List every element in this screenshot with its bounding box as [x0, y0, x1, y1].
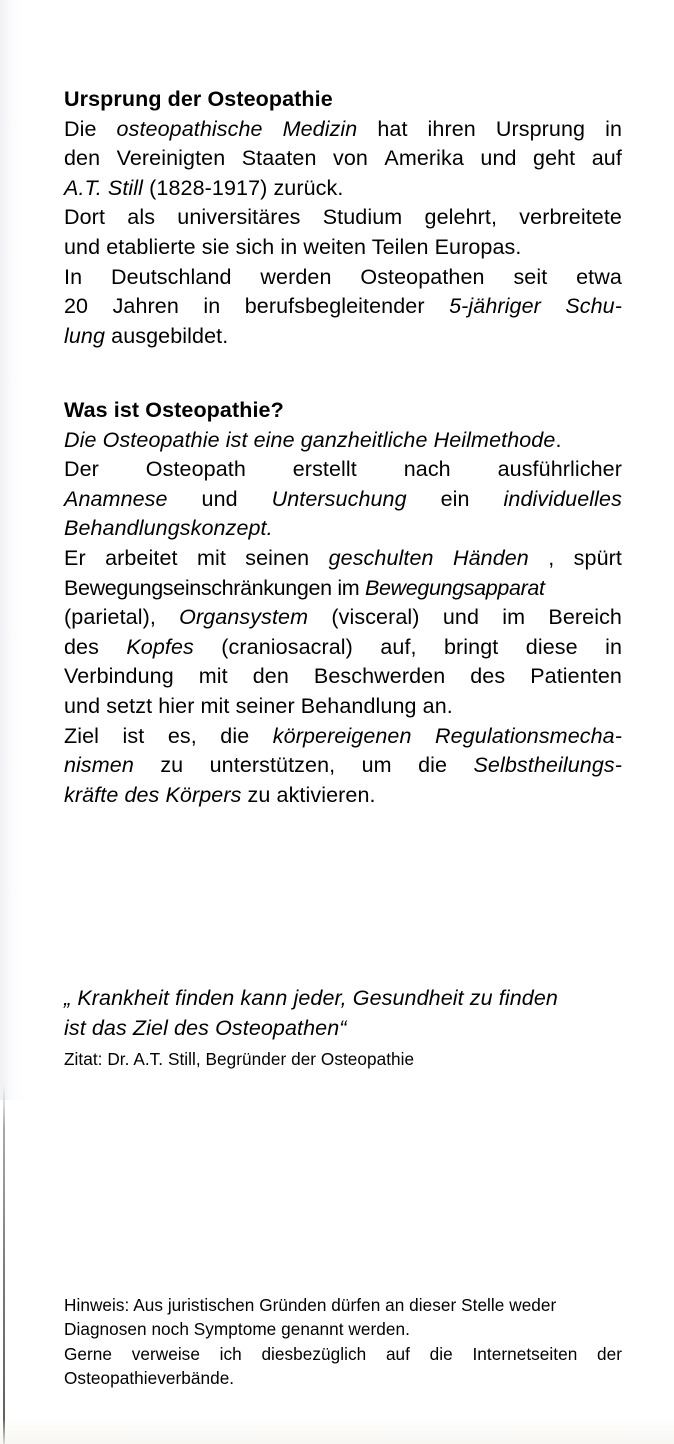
text-line: und setzt hier mit seiner Behandlung an. [64, 693, 453, 718]
section-heading-ursprung: Ursprung der Osteopathie [64, 87, 333, 111]
pull-quote [64, 984, 622, 1071]
text-line: lung ausgebildet. [64, 323, 229, 348]
text-line: Gerne verweise ich diesbezüglich auf die Internetseiten der [64, 1343, 622, 1364]
text-line: Anamnese und Untersuchung ein individuelles [64, 486, 622, 511]
text-line: Osteopathieverbände. [64, 1368, 235, 1389]
paragraph-ursprung-3 [64, 263, 622, 352]
legal-note-body [64, 1293, 622, 1391]
text-line: Er arbeitet mit seinen geschulten Händen , spürt [64, 545, 622, 570]
text-line: und etablierte sie sich in weiten Teilen Europas. [64, 234, 522, 259]
scan-edge-line [3, 1085, 5, 1444]
text-line: Diagnosen noch Symptome genannt werden. [64, 1319, 410, 1340]
quote-citation: Zitat: Dr. A.T. Still, Begründer der Osteopathie [64, 1049, 415, 1070]
paragraph-was-ist-1 [64, 426, 622, 544]
quote-line: „ Krankheit finden kann jeder, Gesundheit zu finden [64, 986, 558, 1010]
paragraph-was-ist-2 [64, 544, 622, 722]
paragraph-ursprung-1 [64, 115, 622, 204]
paragraph-ursprung-2 [64, 203, 622, 262]
legal-note [64, 1293, 622, 1391]
text-line: Ziel ist es, die körpereigenen Regulationsmecha- [64, 723, 622, 748]
section-was-ist-osteopathie [64, 396, 622, 810]
paragraph-was-ist-3 [64, 722, 622, 811]
text-line: Hinweis: Aus juristischen Gründen dürfen an dieser Stelle weder [64, 1295, 557, 1315]
section-ursprung [64, 85, 622, 351]
text-line: Die osteopathische Medizin hat ihren Ursprung in [64, 116, 622, 141]
text-line: A.T. Still (1828-1917) zurück. [64, 175, 344, 200]
text-line: 20 Jahren in berufsbegleitender 5-jähriger Schu- [64, 294, 622, 319]
text-line: Bewegungseinschränkungen im Bewegungsapparat [64, 575, 545, 600]
text-line: In Deutschland werden Osteopathen seit etwa [64, 264, 622, 289]
scan-edge-tint [0, 0, 24, 1100]
text-line: Dort als universitäres Studium gelehrt, verbreitete [64, 205, 622, 230]
brochure-page [64, 0, 622, 1444]
text-line: (parietal), Organsystem (visceral) und im Bereich [64, 605, 622, 630]
text-line: des Kopfes (craniosacral) auf, bringt diese in [64, 634, 622, 659]
text-line: kräfte des Körpers zu aktivieren. [64, 782, 376, 807]
text-line: Der Osteopath erstellt nach ausführlicher [64, 457, 622, 482]
text-line: den Vereinigten Staaten von Amerika und geht auf [64, 146, 622, 171]
text-line: Die Osteopathie ist eine ganzheitliche Heilmethode. [64, 427, 562, 452]
text-line: nismen zu unterstützen, um die Selbstheilungs- [64, 753, 622, 778]
text-line: Behandlungskonzept. [64, 516, 273, 541]
section-heading-was-ist: Was ist Osteopathie? [64, 398, 284, 422]
text-line: Verbindung mit den Beschwerden des Patienten [64, 664, 622, 689]
quote-line: ist das Ziel des Osteopathen“ [64, 1015, 347, 1040]
